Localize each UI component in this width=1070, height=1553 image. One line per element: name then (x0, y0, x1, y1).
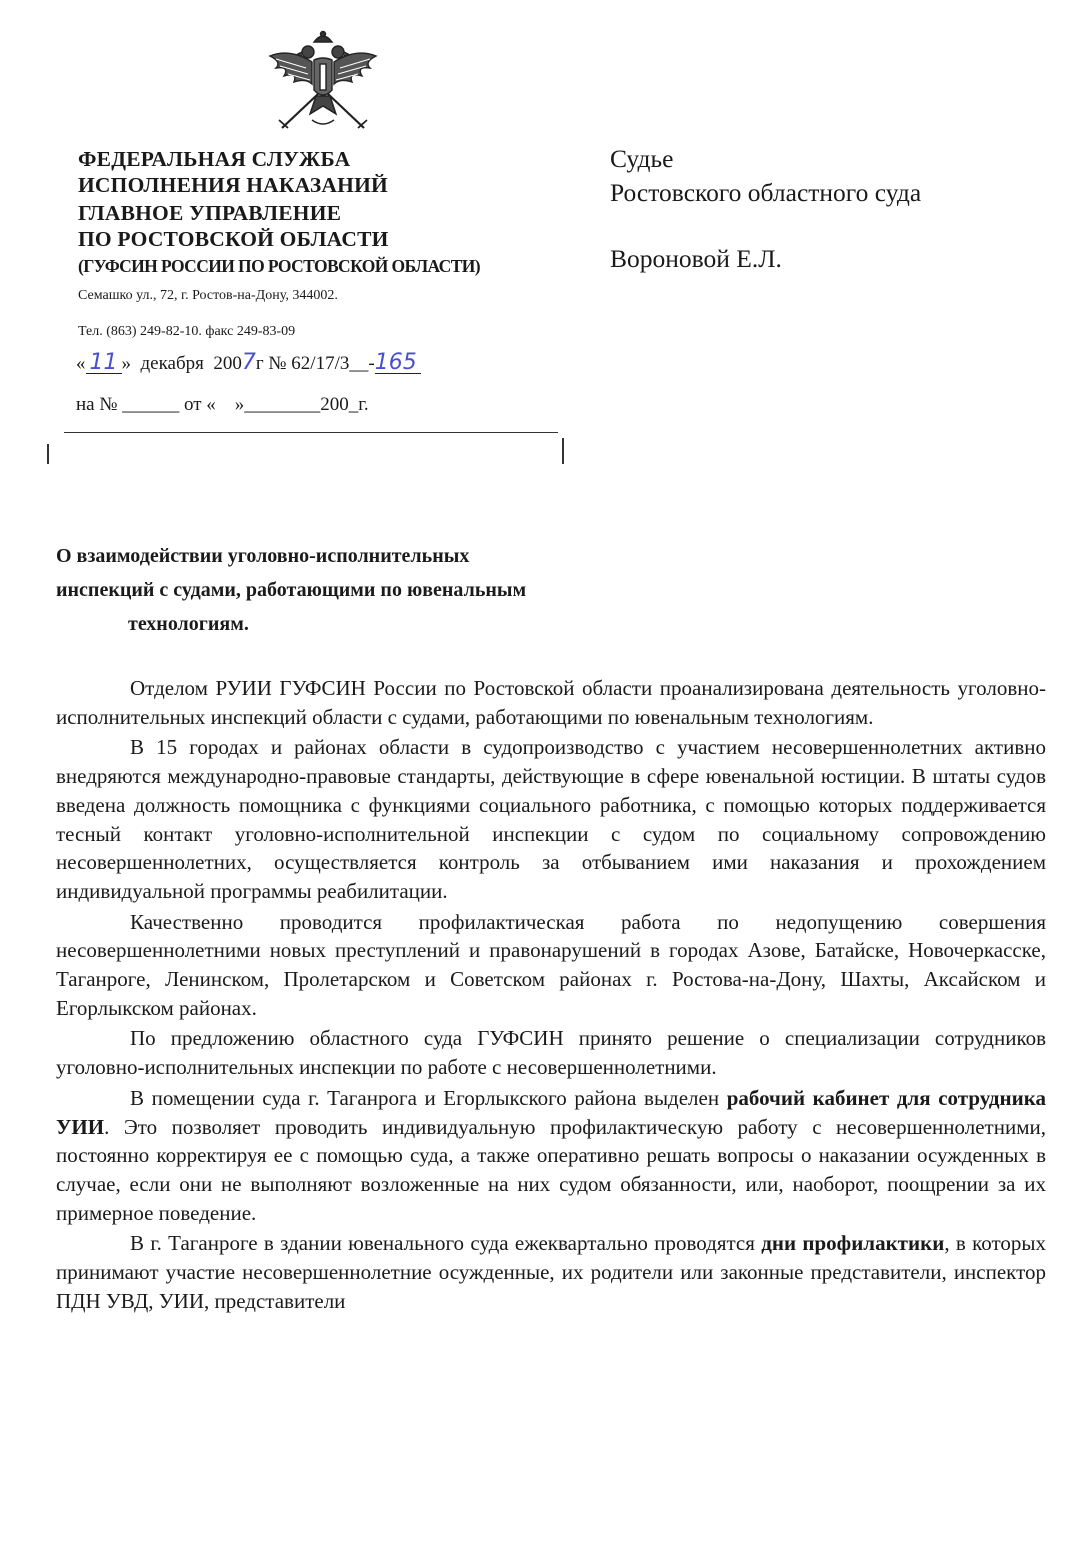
org-name-line-3: ГЛАВНОЕ УПРАВЛЕНИЕ (78, 201, 342, 225)
handwritten-day: 11 (86, 353, 122, 374)
date-close-quote: » (121, 353, 131, 374)
outgoing-number: г № 62/17/3 (255, 353, 350, 374)
body-paragraph-2: В 15 городах и районах области в судопроизводство с участием несовершеннолетних активно внедряются международно-правовые стандарты, действующие в сфере ювенальной юстиции. В штаты судов введена должность помощника с функциями социального работника, с помощью которых поддерживается тесный контакт уголовно-исполнительной инспекции с судом по социальному сопровождению несовершеннолетних, осуществляется контроль за отбыванием ими наказания и прохождением индивидуальной программы реабилитации. (56, 735, 1046, 903)
outgoing-date-number (76, 350, 421, 375)
date-month: декабря (140, 353, 204, 374)
subject-line-1: О взаимодействии уголовно-исполнительных (56, 545, 470, 567)
number-separator: __- (349, 353, 375, 374)
recipient-name: Вороновой Е.Л. (610, 244, 782, 273)
body-paragraph-6 (56, 1229, 1046, 1315)
org-name-line-4: ПО РОСТОВСКОЙ ОБЛАСТИ (78, 227, 389, 251)
paragraph-5-emphasis: рабочий кабинет для сотрудника УИИ (56, 1085, 1046, 1139)
paragraph-5-text-a: В помещении суда г. Таганрога и Егорлыкского района выделен (130, 1085, 727, 1110)
letter-body (56, 674, 1046, 1315)
double-headed-eagle-emblem (262, 28, 384, 136)
recipient-title: Судье (610, 144, 674, 173)
org-name-line-2: ИСПОЛНЕНИЯ НАКАЗАНИЙ (78, 173, 388, 197)
subject-line-3: технологиям. (128, 613, 249, 635)
body-paragraph-5 (56, 1084, 1046, 1228)
reference-line: на № ______ от « »________200_г. (76, 394, 369, 415)
body-paragraph-4: По предложению областного суда ГУФСИН принято решение о специализации сотрудников уголовно-исполнительных инспекции по работе с несовершеннолетними. (56, 1026, 1046, 1080)
org-address: Семашко ул., 72, г. Ростов-на-Дону, 344002. (78, 288, 338, 303)
address-corner-mark-right (562, 438, 564, 464)
paragraph-5-text-c: . Это позволяет проводить индивидуальную профилактическую работу с несовершеннолетними, постоянно корректируя ее с помощью суда, а также оперативно решать вопросы о наказании осужденных в случае, если они не выполняют возложенные на них судом обязанности, или, наоборот, поощрении за их примерное поведение. (56, 1114, 1046, 1225)
header-divider (64, 432, 558, 433)
paragraph-6-emphasis: дни профилактики (761, 1231, 945, 1256)
subject-line-2: инспекций с судами, работающими по ювенальным (56, 579, 527, 601)
date-year-prefix: 200 (213, 353, 242, 374)
body-paragraph-1: Отделом РУИИ ГУФСИН России по Ростовской области проанализирована деятельность уголовно-исполнительных инспекций области с судами, работающими по ювенальным технологиям. (56, 676, 1046, 729)
date-open-quote: « (76, 353, 86, 374)
address-corner-mark-left (47, 444, 49, 464)
handwritten-number-suffix: 165 (375, 353, 421, 374)
org-name-line-1: ФЕДЕРАЛЬНАЯ СЛУЖБА (78, 147, 351, 171)
paragraph-6-text-c: , в которых принимают участие несовершеннолетние осужденные, их родители или законные представители, инспектор ПДН УВД, УИИ, представители (56, 1231, 1046, 1313)
paragraph-6-text-a: В г. Таганроге в здании ювенального суда ежеквартально проводятся (130, 1231, 762, 1256)
body-paragraph-3: Качественно проводится профилактическая работа по недопущению совершения несовершеннолетними новых преступлений и правонарушений в городах Азове, Батайске, Новочеркасске, Таганроге, Ленинском, Пролетарском и Советском районах г. Ростова-на-Дону, Шахты, Аксайском и Егорлыкском районах. (56, 909, 1046, 1020)
org-phone: Тел. (863) 249-82-10. факс 249-83-09 (78, 324, 296, 339)
handwritten-year-digit: 7 (241, 350, 256, 375)
recipient-court: Ростовского областного суда (610, 178, 922, 207)
org-abbreviation: (ГУФСИН РОССИИ ПО РОСТОВСКОЙ ОБЛАСТИ) (78, 256, 481, 276)
